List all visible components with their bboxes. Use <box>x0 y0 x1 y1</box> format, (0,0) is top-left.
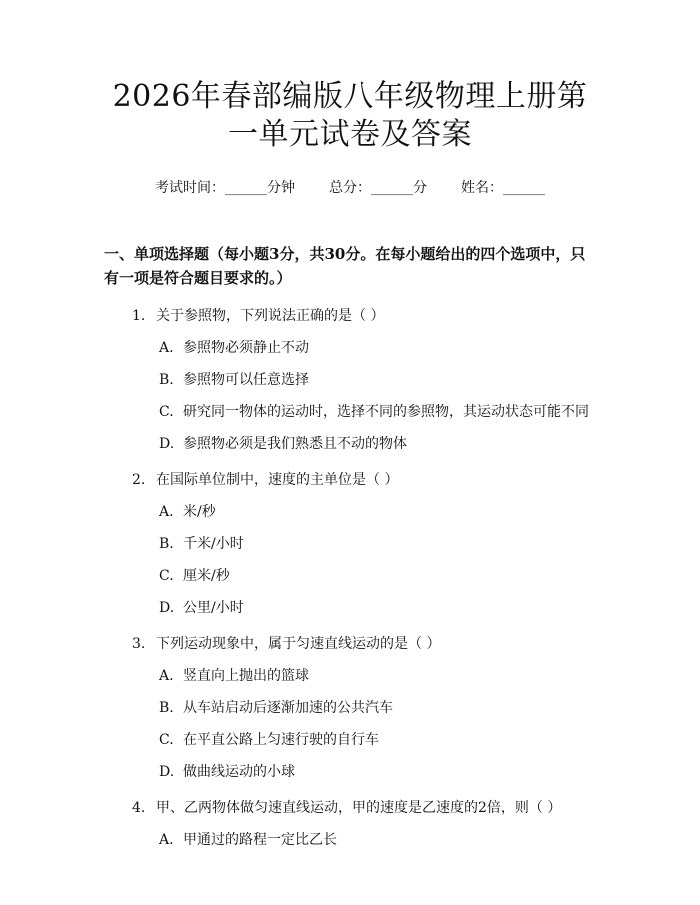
option-text: 参照物必须是我们熟悉且不动的物体 <box>183 436 407 452</box>
option-text: 公里/小时 <box>183 600 244 616</box>
option-label: C. <box>159 404 174 420</box>
option-2d <box>104 598 596 618</box>
question-number: 4. <box>132 800 146 816</box>
option-label: C. <box>159 732 174 748</box>
option-3d <box>104 762 596 782</box>
option-1c <box>104 402 596 422</box>
option-2a <box>104 502 596 522</box>
total-score-field: 总分：______分 <box>329 180 427 196</box>
option-2c <box>104 566 596 586</box>
option-text: 米/秒 <box>183 504 216 520</box>
option-label: B. <box>159 372 174 388</box>
option-text: 研究同一物体的运动时，选择不同的参照物，其运动状态可能不同 <box>183 404 589 420</box>
question-text: 下列运动现象中，属于匀速直线运动的是（ ） <box>156 636 441 652</box>
option-3b <box>104 698 596 718</box>
student-name-field: 姓名：______ <box>461 180 545 196</box>
option-2b <box>104 534 596 554</box>
question-text: 关于参照物，下列说法正确的是（ ） <box>156 308 385 324</box>
option-text: 从车站启动后逐渐加速的公共汽车 <box>183 700 393 716</box>
question-3 <box>104 634 596 654</box>
option-label: D. <box>159 436 175 452</box>
exam-meta <box>104 178 596 198</box>
option-3a <box>104 666 596 686</box>
question-number: 1. <box>132 308 146 324</box>
section-title: 一、单项选择题（每小题3分，共30分。在每小题给出的四个选项中，只有一项是符合题目要求的。） <box>104 245 586 287</box>
option-text: 做曲线运动的小球 <box>183 764 295 780</box>
option-text: 竖直向上抛出的篮球 <box>183 668 309 684</box>
option-text: 参照物必须静止不动 <box>183 340 309 356</box>
option-1a <box>104 338 596 358</box>
option-text: 甲通过的路程一定比乙长 <box>183 832 337 848</box>
question-2 <box>104 470 596 490</box>
option-text: 千米/小时 <box>183 536 244 552</box>
question-text: 在国际单位制中，速度的主单位是（ ） <box>156 472 399 488</box>
page-title: 2026年春部编版八年级物理上册第一单元试卷及答案 <box>112 79 588 152</box>
question-1 <box>104 306 596 326</box>
option-label: B. <box>159 536 174 552</box>
option-text: 厘米/秒 <box>183 568 230 584</box>
option-1b <box>104 370 596 390</box>
option-label: A. <box>159 340 174 356</box>
option-label: B. <box>159 700 174 716</box>
question-number: 2. <box>132 472 146 488</box>
question-4 <box>104 798 596 818</box>
option-text: 在平直公路上匀速行驶的自行车 <box>183 732 379 748</box>
option-label: A. <box>159 668 174 684</box>
question-number: 3. <box>132 636 146 652</box>
exam-time-field: 考试时间：______分钟 <box>155 180 295 196</box>
option-label: C. <box>159 568 174 584</box>
option-label: A. <box>159 832 174 848</box>
option-label: D. <box>159 600 175 616</box>
option-4a <box>104 830 596 850</box>
option-3c <box>104 730 596 750</box>
option-label: A. <box>159 504 174 520</box>
option-1d <box>104 434 596 454</box>
option-text: 参照物可以任意选择 <box>183 372 309 388</box>
option-label: D. <box>159 764 175 780</box>
question-text: 甲、乙两物体做匀速直线运动，甲的速度是乙速度的2倍，则（ ） <box>156 800 562 816</box>
